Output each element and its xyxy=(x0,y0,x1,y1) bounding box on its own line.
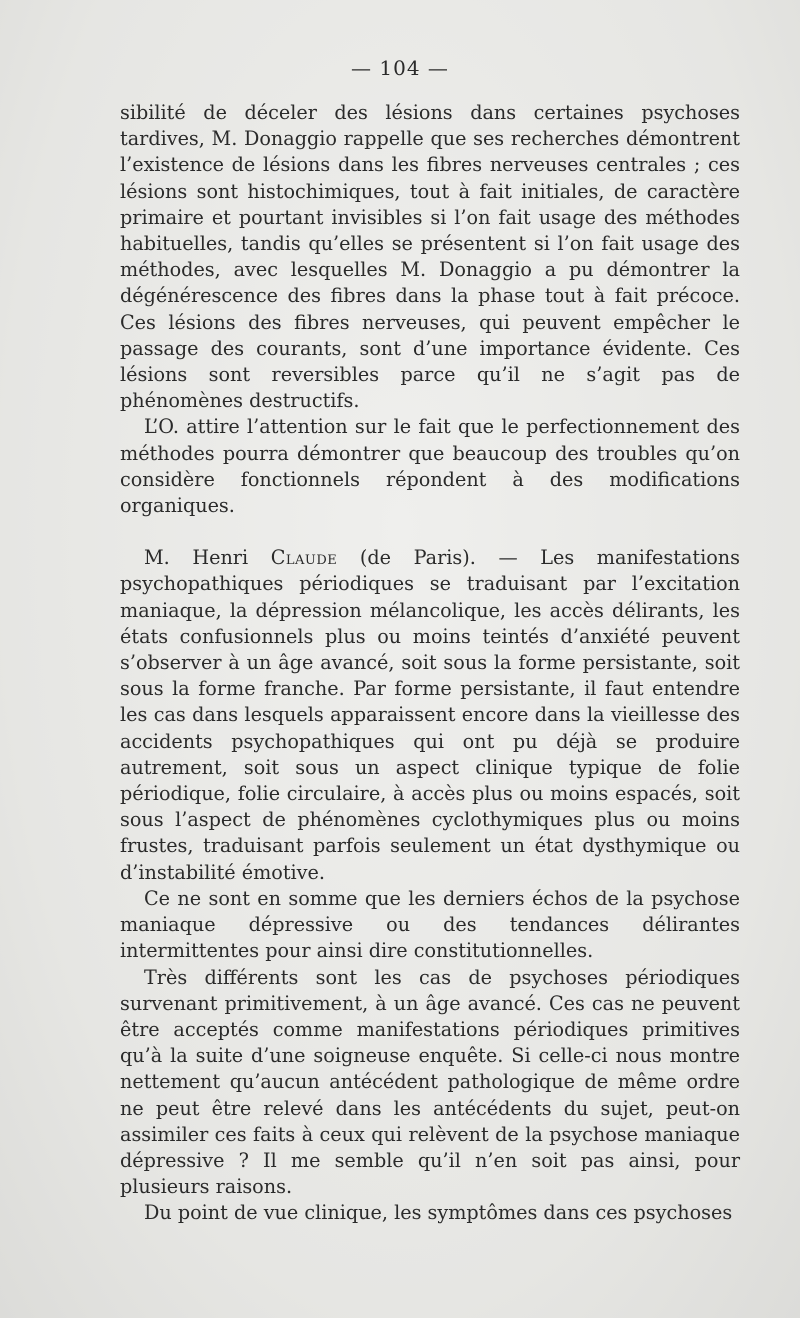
paragraph-derniers-echos: Ce ne sont en somme que les derniers échos de la psychose maniaque dépressive ou des tendances délirantes intermittentes pour ainsi dire constitutionnelles. xyxy=(120,886,740,963)
paragraph-tres-differents: Très différents sont les cas de psychoses périodiques survenant primitivement, à un âge avancé. Ces cas ne peuvent être acceptés comme manifestations périodiques primitives qu’à la suite d’une soigneuse enquête. Si celle-ci nous montre nettement qu’aucun antécédent pathologique de même ordre ne peut être relevé dans les antécédents du sujet, peut-on assimiler ces faits à ceux qui relèvent de la psychose maniaque dépressive ? Il me semble qu’il n’en soit pas ainsi, pour plusieurs raisons. xyxy=(120,965,740,1199)
speaker-prefix: M. Henri xyxy=(144,546,271,570)
paragraph-author-remark: L’O. attire l’attention sur le fait que le perfectionnement des méthodes pourra démontrer que beaucoup des troubles qu’on considère fonctionnels répondent à des modifications organiques. xyxy=(120,415,740,518)
page-number: — 104 — xyxy=(351,56,449,80)
paragraph-claude-text: (de Paris). — Les manifestations psychopathiques périodiques se traduisant par l’excitation maniaque, la dépression mélancolique, les accès délirants, les états confusionnels plus ou moins teintés d’anxiété peuvent s’observer à un âge avancé, soit sous la forme persistante, soit sous la forme franche. Par forme persistante, il faut entendre les cas dans lesquels apparaissent encore dans la vieillesse des accidents psychopathiques qui ont pu déjà se produire autrement, soit sous un aspect clinique typique de folie périodique, folie circulaire, à accès plus ou moins espacés, soit sous l’aspect de phénomènes cyclothymiques plus ou moins frustes, traduisant parfois seulement un état dysthymique ou d’instabilité émotive. xyxy=(120,546,740,884)
paragraph-claude-intervention xyxy=(120,545,740,886)
paragraph-donaggio-continuation: sibilité de déceler des lésions dans certaines psychoses tardives, M. Donaggio rappelle que ses recherches démontrent l’existence de lésions dans les fibres nerveuses centrales ; ces lésions sont histochimiques, tout à fait initiales, de caractère primaire et pourtant invisibles si l’on fait usage des méthodes habituelles, tandis qu’elles se présentent si l’on fait usage des méthodes, avec lesquelles M. Donaggio a pu démontrer la dégénérescence des fibres dans la phase tout à fait précoce. Ces lésions des fibres nerveuses, qui peuvent empêcher le passage des courants, sont d’une importance évidente. Ces lésions sont reversibles parce qu’il ne s’agit pas de phénomènes destructifs. xyxy=(120,101,740,413)
speaker-name: Claude xyxy=(270,546,338,570)
body-text xyxy=(120,100,740,1227)
paragraph-point-de-vue-clinique: Du point de vue clinique, les symptômes dans ces psychoses xyxy=(144,1201,733,1225)
